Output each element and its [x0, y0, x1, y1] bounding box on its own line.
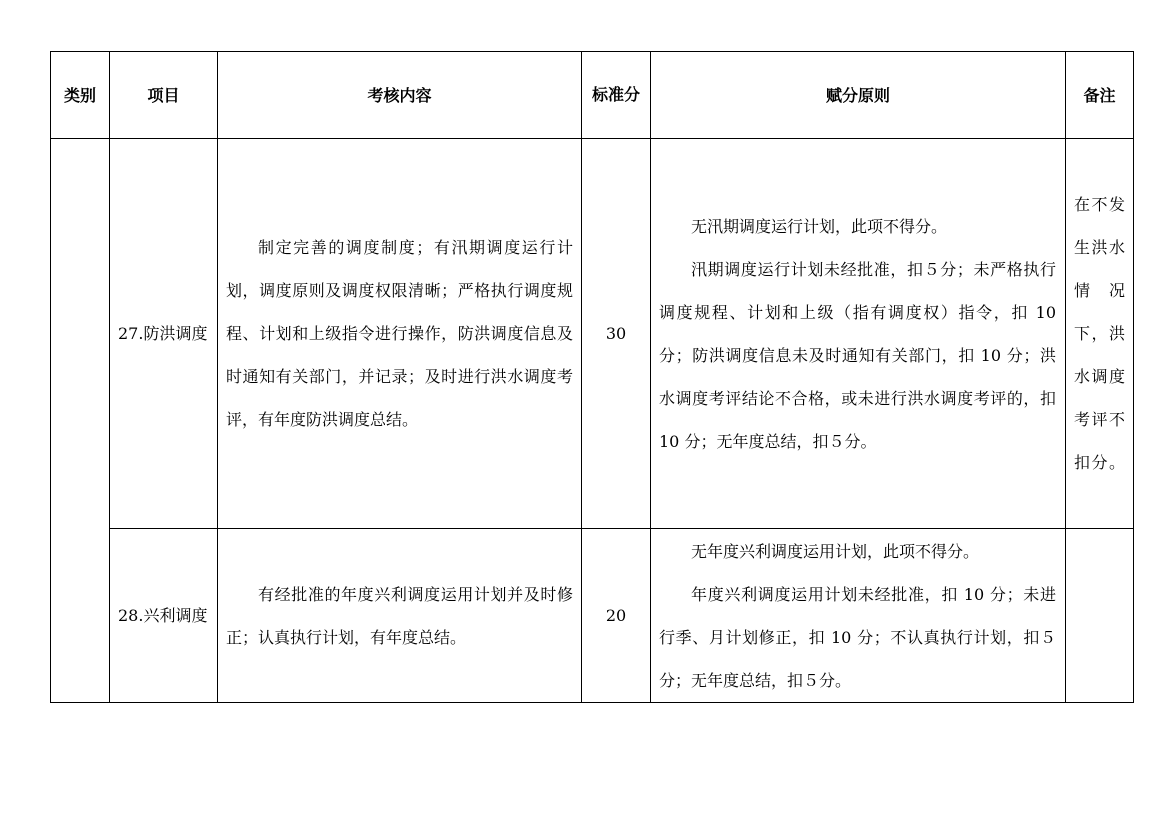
rule-paragraph: 无年度兴利调度运用计划，此项不得分。 [691, 541, 980, 561]
score-cell: 20 [582, 529, 651, 703]
header-category: 类别 [51, 52, 110, 139]
assessment-table [50, 51, 1134, 703]
rule-paragraph: 汛期调度运行计划未经批准，扣５分；未严格执行调度规程、计划和上级（指有调度权）指令，扣 10 分；防洪调度信息未及时通知有关部门，扣 10 分；洪水调度考评结论不合格，或未进行洪水调度考评的，扣 10 分；无年度总结，扣５分。 [659, 259, 1056, 451]
rule-cell [651, 529, 1066, 703]
rule-paragraph: 无汛期调度运行计划，此项不得分。 [691, 216, 948, 236]
header-standard-score: 标准分 [582, 52, 651, 139]
content-cell [218, 529, 582, 703]
content-cell [218, 139, 582, 529]
note-cell: 在不发生洪水情况下，洪水调度考评不扣分。 [1066, 139, 1134, 529]
score-cell: 30 [582, 139, 651, 529]
category-cell [51, 139, 110, 703]
header-scoring-rule: 赋分原则 [651, 52, 1066, 139]
content-text: 制定完善的调度制度；有汛期调度运行计划，调度原则及调度权限清晰；严格执行调度规程、计划和上级指令进行操作，防洪调度信息及时通知有关部门，并记录；及时进行洪水调度考评，有年度防洪调度总结。 [226, 238, 573, 429]
content-text: 有经批准的年度兴利调度运用计划并及时修正；认真执行计划，有年度总结。 [226, 584, 573, 647]
item-cell: 28.兴利调度 [110, 529, 218, 703]
table-row [51, 139, 1134, 529]
header-item: 项目 [110, 52, 218, 139]
header-content: 考核内容 [218, 52, 582, 139]
rule-paragraph: 年度兴利调度运用计划未经批准，扣 10 分；未进行季、月计划修正，扣 10 分；不认真执行计划，扣５分；无年度总结，扣５分。 [659, 584, 1056, 690]
header-row [51, 52, 1134, 139]
rule-cell [651, 139, 1066, 529]
table-row [51, 529, 1134, 703]
note-cell [1066, 529, 1134, 703]
header-note: 备注 [1066, 52, 1134, 139]
item-cell: 27.防洪调度 [110, 139, 218, 529]
